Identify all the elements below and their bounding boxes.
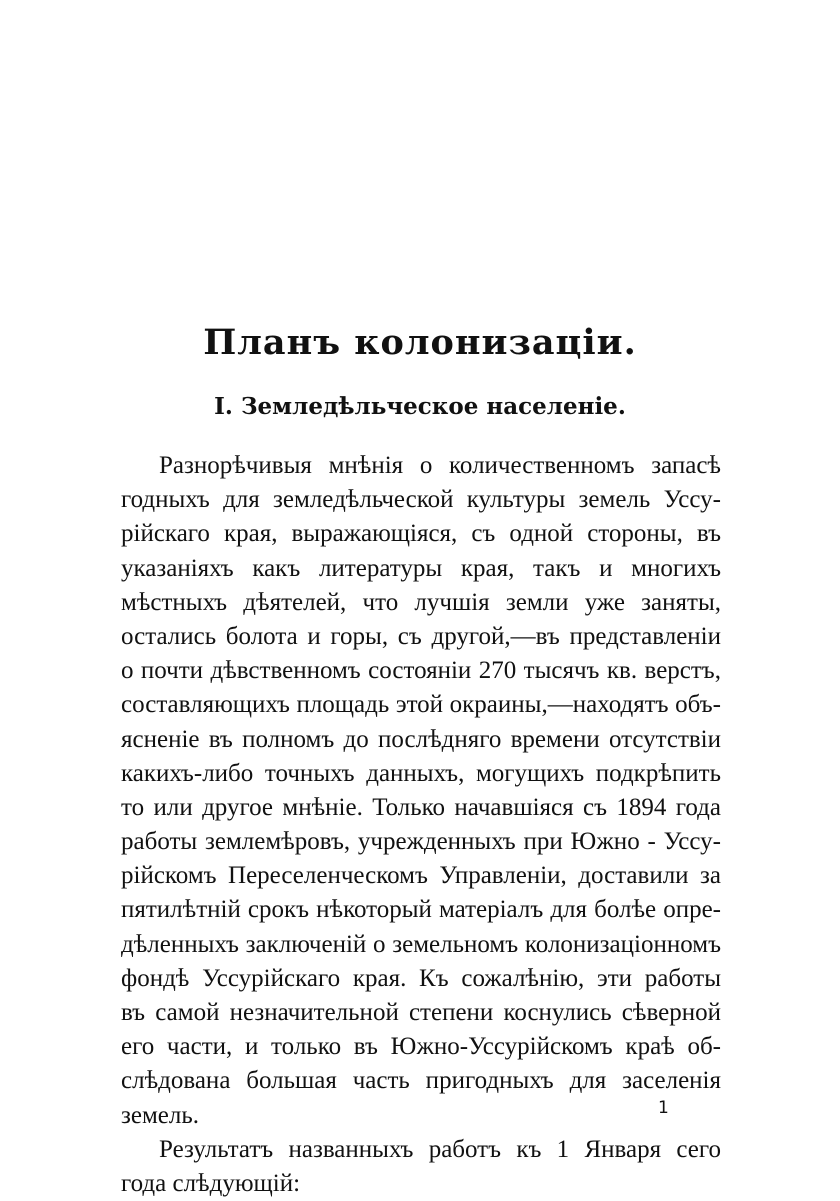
text-line: Разнорѣчивыя мнѣнія о количественномъ запасѣ <box>159 452 721 479</box>
text-line: слѣдована большая часть пригодныхъ для заселенія <box>121 1067 721 1095</box>
text-line: рійскомъ Переселенческомъ Управленіи, доставили за <box>121 862 721 890</box>
text-line: остались болота и горы, съ другой,—въ представленіи <box>121 622 721 650</box>
section-heading: I. Земледѣльческое населеніе. <box>214 393 626 420</box>
paragraph-1 <box>121 449 721 1133</box>
text-line: работы землемѣровъ, учрежденныхъ при Южно - Уссу- <box>121 828 721 856</box>
text-line: фондѣ Уссурійскаго края. Къ сожалѣнію, эти работы <box>121 964 721 992</box>
text-line: въ самой незначительной степени коснулись сѣверной <box>121 999 721 1026</box>
text-line: дѣленныхъ заключеній о земельномъ колонизаціонномъ <box>121 930 721 958</box>
text-line: мѣстныхъ дѣятелей, что лучшія земли уже заняты, <box>121 588 721 616</box>
text-line: его части, и только въ Южно-Уссурійскомъ краѣ об- <box>121 1033 721 1061</box>
text-line: рійскаго края, выражающіяся, съ одной стороны, въ <box>121 520 721 548</box>
text-line: то или другое мнѣніе. Только начавшіяся съ 1894 года <box>121 793 721 821</box>
page-number: 1 <box>658 1098 669 1118</box>
text-line: Результатъ названныхъ работъ къ 1 Января сего <box>159 1135 721 1163</box>
text-line: годныхъ для земледѣльческой культуры земель Уссу- <box>121 486 721 514</box>
text-line: о почти дѣвственномъ состояніи 270 тысячъ кв. верстъ, <box>121 657 721 685</box>
text-line: ясненіе въ полномъ до послѣдняго времени отсутствіи <box>121 725 721 753</box>
page-title: Планъ колонизаціи. <box>203 322 637 363</box>
text-line: пятилѣтній срокъ нѣкоторый матеріалъ для болѣе опре- <box>121 896 721 924</box>
text-line: указаніяхъ какъ литературы края, такъ и многихъ <box>121 554 721 582</box>
text-line: какихъ-либо точныхъ данныхъ, могущихъ подкрѣпить <box>121 759 721 787</box>
text-line: составляющихъ площадь этой окраины,—находятъ объ- <box>121 691 721 719</box>
text-line: года слѣдующій: <box>121 1169 301 1197</box>
body-text <box>121 449 721 1201</box>
text-line: земель. <box>121 1101 200 1129</box>
